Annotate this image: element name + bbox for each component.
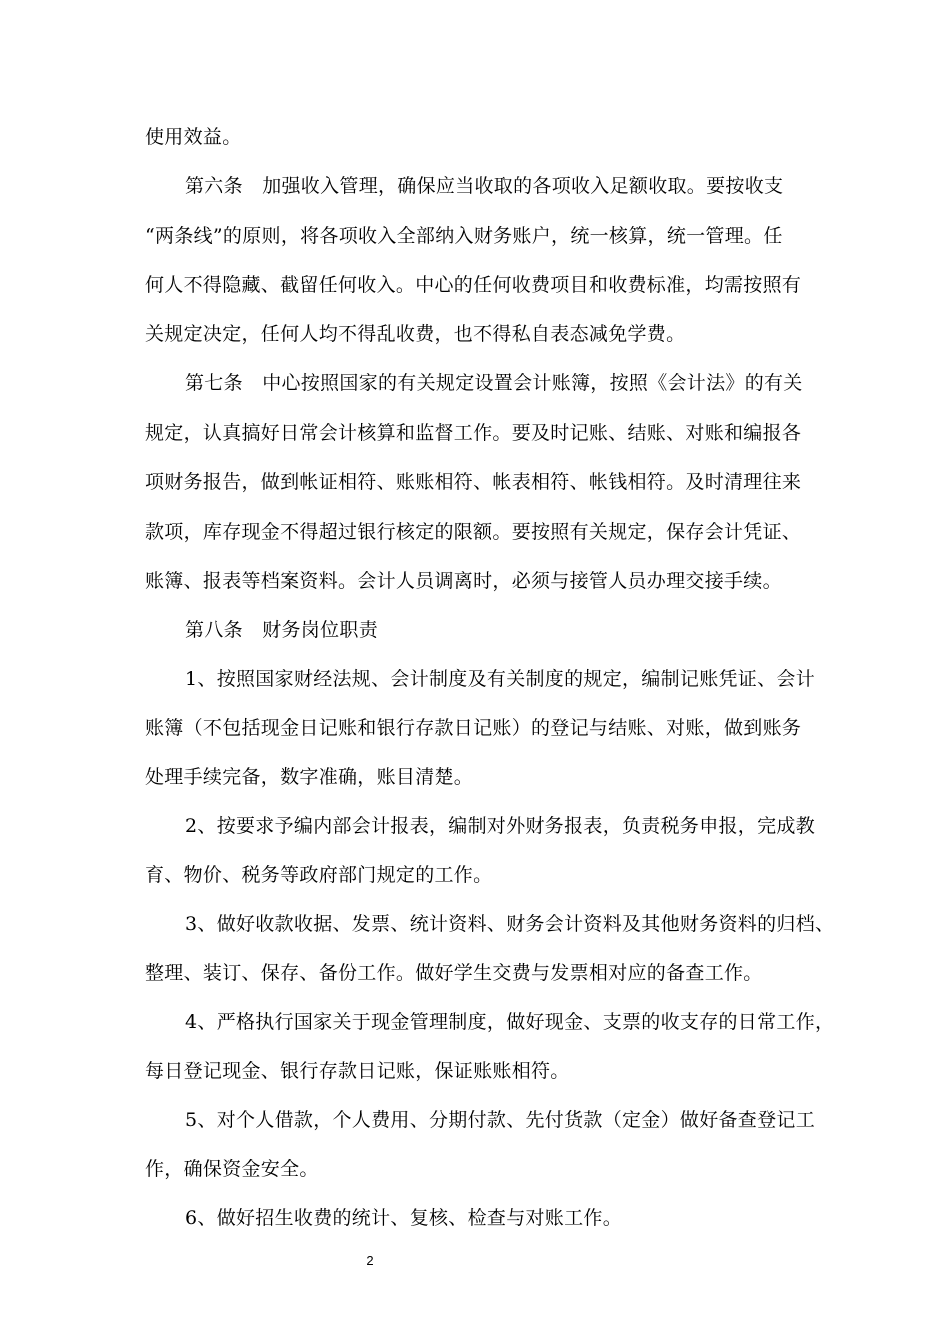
- text-line: 关规定决定，任何人均不得乱收费，也不得私自表态减免学费。: [145, 323, 686, 345]
- text-line-article-6: 第六条 加强收入管理，确保应当收取的各项收入足额收取。要按收支: [185, 175, 784, 197]
- text-line: 育、物价、税务等政府部门规定的工作。: [145, 864, 493, 886]
- text-line: 使用效益。: [145, 126, 242, 148]
- text-line: “两条线”的原则，将各项收入全部纳入财务账户，统一核算，统一管理。任: [145, 225, 783, 247]
- text-line: 账簿、报表等档案资料。会计人员调离时，必须与接管人员办理交接手续。: [145, 570, 782, 592]
- text-line-item-5: 5、对个人借款，个人费用、分期付款、先付货款（定金）做好备查登记工: [185, 1109, 815, 1131]
- text-line: 何人不得隐藏、截留任何收入。中心的任何收费项目和收费标准，均需按照有: [145, 274, 802, 296]
- text-line-item-4: 4、严格执行国家关于现金管理制度，做好现金、支票的收支存的日常工作，: [185, 1011, 835, 1033]
- text-line: 作，确保资金安全。: [145, 1158, 319, 1180]
- text-line: 处理手续完备，数字准确，账目清楚。: [145, 766, 474, 788]
- text-line: 每日登记现金、银行存款日记账，保证账账相符。: [145, 1060, 570, 1082]
- text-line-item-1: 1、按照国家财经法规、会计制度及有关制度的规定，编制记账凭证、会计: [185, 668, 815, 690]
- text-line-article-8: 第八条 财务岗位职责: [185, 619, 379, 641]
- text-line: 项财务报告，做到帐证相符、账账相符、帐表相符、帐钱相符。及时清理往来: [145, 471, 802, 493]
- page-number: 2: [366, 1253, 374, 1268]
- text-line: 款项，库存现金不得超过银行核定的限额。要按照有关规定，保存会计凭证、: [145, 521, 802, 543]
- text-line: 规定，认真搞好日常会计核算和监督工作。要及时记账、结账、对账和编报各: [145, 422, 802, 444]
- text-line-item-2: 2、按要求予编内部会计报表，编制对外财务报表，负责税务申报，完成教: [185, 815, 815, 837]
- text-line-item-6: 6、做好招生收费的统计、复核、检查与对账工作。: [185, 1207, 622, 1229]
- text-line-article-7: 第七条 中心按照国家的有关规定设置会计账簿，按照《会计法》的有关: [185, 372, 803, 394]
- text-line: 整理、装订、保存、备份工作。做好学生交费与发票相对应的备查工作。: [145, 962, 763, 984]
- text-line-item-3: 3、做好收款收据、发票、统计资料、财务会计资料及其他财务资料的归档、: [185, 913, 835, 935]
- text-line: 账簿（不包括现金日记账和银行存款日记账）的登记与结账、对账，做到账务: [145, 717, 802, 739]
